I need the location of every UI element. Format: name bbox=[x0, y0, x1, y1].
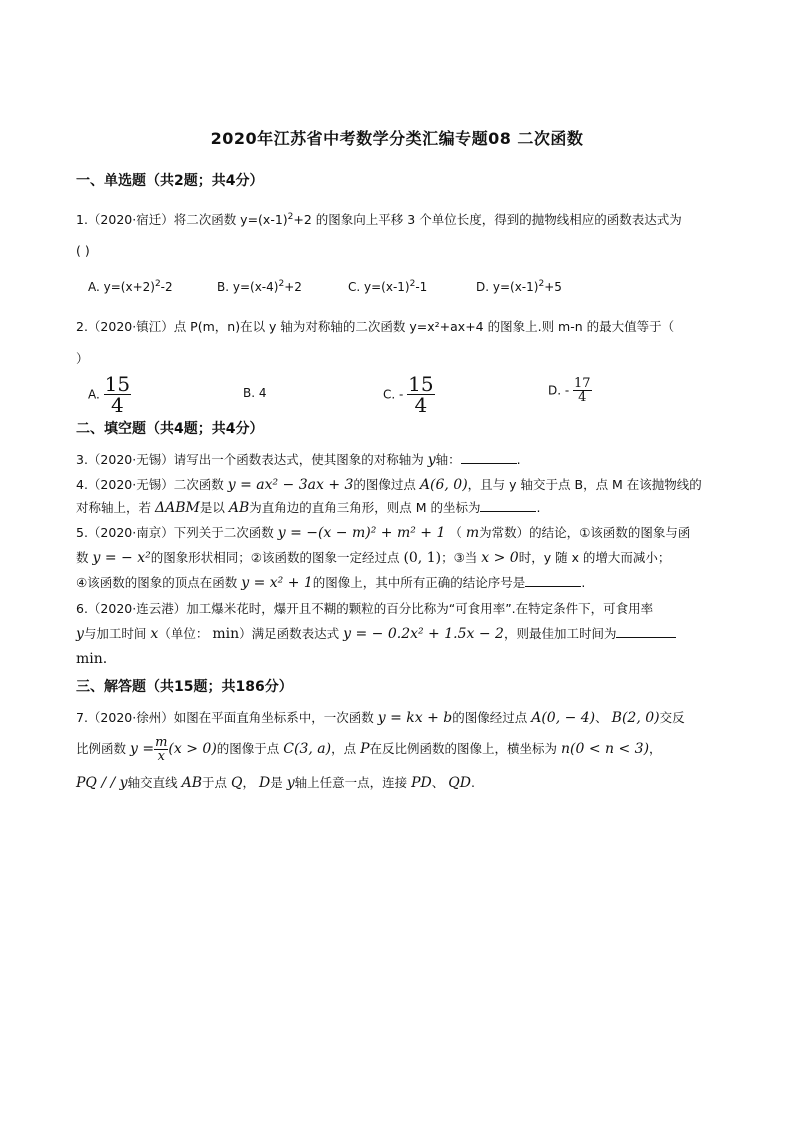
question-5-line-1: 5.（2020·南京）下列关于二次函数 y = −(x − m)² + m² + 1 （ m为常数）的结论，①该函数的图象与函 bbox=[76, 525, 691, 541]
q5-answer-blank[interactable] bbox=[525, 574, 581, 587]
question-7-line-2: 比例函数 y = $\frac{m}{x}$ (x > 0)的图像于点 C(3, a)，点 P在反比例函数的图像上，横坐标为 n(0 < n < 3)， bbox=[76, 735, 662, 764]
question-5-line-3: ④该函数的图象的顶点在函数 y = x² + 1的图像上，其中所有正确的结论序号是 . bbox=[76, 575, 586, 591]
question-7-line-1: 7.（2020·徐州）如图在平面直角坐标系中，一次函数 y = kx + b的图像经过点 A(0, − 4)、 B(2, 0)交反 bbox=[76, 710, 685, 726]
q6-answer-blank[interactable] bbox=[616, 625, 676, 638]
q2-option-c: C. - $\frac{15}{4}$ bbox=[383, 372, 434, 417]
q2-option-d-fraction: $\frac{17}{4}$ bbox=[574, 376, 591, 405]
q2-option-d: D. - $\frac{17}{4}$ bbox=[548, 376, 591, 405]
q2-option-c-fraction: $\frac{15}{4}$ bbox=[408, 372, 434, 417]
page-title: 2020年江苏省中考数学分类汇编专题08 二次函数 bbox=[210, 129, 584, 148]
question-1-line-2: ( ) bbox=[76, 243, 90, 258]
q1-option-d: D. $y=(x-1)^2+5$ bbox=[476, 279, 562, 294]
q1-option-c: C. $y=(x-1)^2-1$ bbox=[348, 279, 428, 294]
question-7-line-3: PQ / / y轴交直线 AB于点 Q， D是 y轴上任意一点，连接 PD、 QD. bbox=[76, 775, 475, 791]
section-heading-solutions: 三、解答题（共15题；共186分） bbox=[76, 679, 293, 695]
question-6-line-2: y与加工时间 x（单位： min）满足函数表达式 y = − 0.2x² + 1.5x − 2，则最佳加工时间为 bbox=[76, 625, 676, 643]
question-5-line-2: 数 y = − x²的图象形状相同；②该函数的图象一定经过点 (0, 1)；③当 x > 0时，y 随 x 的增大而减小； bbox=[76, 550, 671, 566]
section-heading-single-choice: 一、单选题（共2题；共4分） bbox=[76, 173, 264, 189]
q2-option-a: A. $\frac{15}{4}$ bbox=[88, 372, 131, 417]
question-4-line-1: 4.（2020·无锡）二次函数 y = ax² − 3ax + 3的图像过点 A(6, 0)，且与 y 轴交于点 B，点 M 在该抛物线的 bbox=[76, 477, 702, 493]
q1-option-b: B. $y=(x-4)^2+2$ bbox=[217, 279, 302, 294]
q1-text-a: 1.（2020·宿迁）将二次函数 y=(x-1) bbox=[76, 212, 288, 228]
question-3: 3.（2020·无锡）请写出一个函数表达式，使其图象的对称轴为 y轴： . bbox=[76, 452, 521, 468]
question-1-line-1 bbox=[76, 208, 682, 229]
q1-option-a: A. $y=(x+2)^2-2$ bbox=[88, 279, 173, 294]
question-2-line-1: 2.（2020·镇江）点 P(m，n)在以 y 轴为对称轴的二次函数 y=x²+ax+4 的图象上.则 m-n 的最大值等于（ bbox=[76, 319, 675, 334]
q2-option-b: B. 4 bbox=[243, 386, 267, 400]
q1-text-b: +2 的图象向上平移 3 个单位长度，得到的抛物线相应的函数表达式为 bbox=[293, 212, 682, 228]
q1-exponent: 2 bbox=[287, 212, 294, 222]
question-4-line-2: 对称轴上，若 ΔABM是以 AB为直角边的直角三角形，则点 M 的坐标为 . bbox=[76, 500, 541, 516]
question-6-line-1: 6.（2020·连云港）加工爆米花时，爆开且不糊的颗粒的百分比称为“可食用率”.在特定条件下，可食用率 bbox=[76, 601, 654, 616]
q2-option-a-fraction: $\frac{15}{4}$ bbox=[104, 372, 131, 417]
section-heading-fill-blank: 二、填空题（共4题；共4分） bbox=[76, 421, 264, 437]
question-2-line-2: ） bbox=[76, 351, 89, 366]
q4-answer-blank[interactable] bbox=[480, 499, 536, 512]
q7-fraction: $\frac{m}{x}$ bbox=[155, 735, 168, 764]
q3-answer-blank[interactable] bbox=[461, 451, 517, 464]
question-6-line-3: min. bbox=[76, 651, 108, 667]
